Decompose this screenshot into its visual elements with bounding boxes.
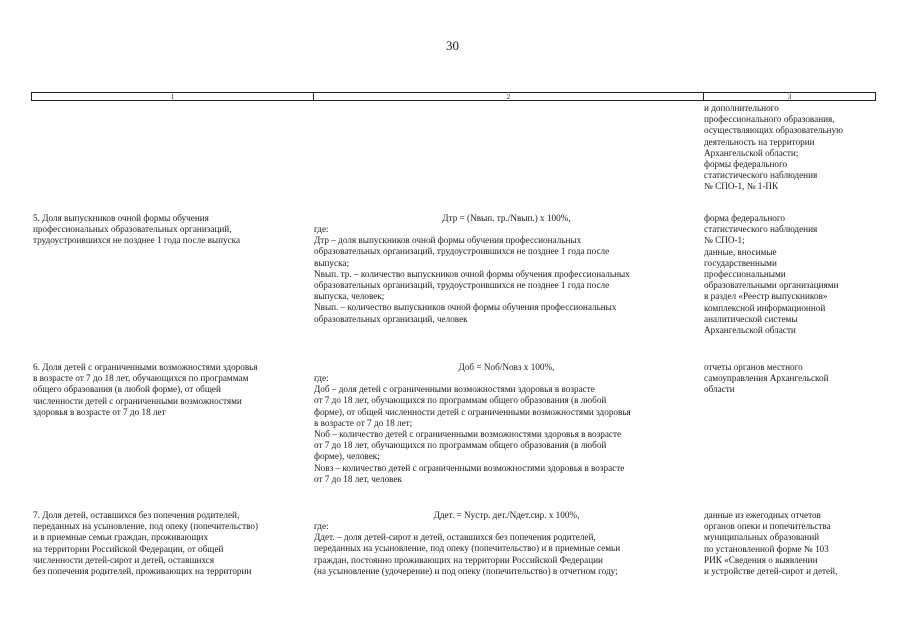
text-line: граждан, постоянно проживающих на территории Российской Федерации [314,554,603,565]
text-line: выпуска, человек; [314,291,385,302]
text-line: Nовз – количество детей с ограниченными возможностями здоровья в возрасте [314,462,625,473]
row-6-formula: Доб = Nоб/Nовз x 100%, [458,362,555,372]
text-line: в возрасте от 7 до 18 лет, обучающихся по программам [33,373,249,384]
text-line: профессиональных образовательных организаций, [33,224,232,235]
text-line: здоровья в возрасте от 7 до 18 лет [33,406,166,417]
text-line: по установленной форме № 103 [704,543,829,554]
text-line: общего образования (в любой форме), от общей [33,384,221,395]
row-5-source [704,213,839,336]
text-line: в раздел «Реестр выпускников» [704,291,828,302]
text-line: самоуправления Архангельской [704,373,829,384]
text-line: данные из ежегодных отчетов [704,510,821,520]
row-7-indicator [33,510,258,577]
text-line: осуществляющих образовательную [704,125,844,136]
text-line: органов опеки и попечительства [704,521,831,532]
column-header-2: 2 [314,93,704,100]
text-line: области [704,384,735,395]
text-line: аналитической системы [704,313,798,324]
text-line: переданных на усыновление, под опеку (попечительство) и в приемные семьи [314,543,621,554]
text-line: статистического наблюдения [704,170,818,181]
text-line: форме), от общей численности детей с ограниченными возможностями здоровья [314,406,631,417]
text-line: 5. Доля выпускников очной формы обучения [33,213,209,223]
text-line: образовательных организаций, трудоустроившихся не позднее 1 года после [314,280,610,291]
text-line: профессиональными [704,269,786,280]
text-line: Ддет. – доля детей-сирот и детей, оставшихся без попечения родителей, [314,532,596,543]
text-line: Архангельской области [704,325,796,336]
text-line: численности детей с ограниченными возможностями [33,395,242,406]
text-line: комплексной информационной [704,302,826,313]
row-5-indicator [33,213,240,247]
text-line: Nвып. – количество выпускников очной формы обучения профессиональных [314,302,617,313]
text-line: форма федерального [704,213,785,223]
text-line: Доб – доля детей с ограниченными возможностями здоровья в возрасте [314,384,595,395]
text-line: от 7 до 18 лет, обучающихся по программам общего образования (в любой [314,440,607,451]
text-line: Nвып. тр. – количество выпускников очной формы обучения профессиональных [314,268,630,279]
text-line: образовательными организациями [704,280,839,291]
text-line: от 7 до 18 лет, обучающихся по программам общего образования (в любой [314,395,607,406]
text-line: выпуска; [314,257,350,268]
column-header-3: 3 [787,93,792,101]
row-5-formula: Дтр = (Nвып. тр./Nвып.) x 100%, [442,213,571,223]
text-line: и устройстве детей-сирот и детей, [704,566,838,577]
text-line: численности детей-сирот и детей, оставшихся [33,554,215,565]
row-7-source [704,510,837,577]
text-line: статистического наблюдения [704,224,818,235]
text-line: образовательных организаций, трудоустроившихся не позднее 1 года после [314,246,610,257]
column-header-1: 1 [32,93,314,100]
row-6-indicator [33,362,258,418]
continuation-col3 [704,103,843,193]
text-line: (на усыновление (удочерение) и под опеку (попечительство) в отчетном году; [314,565,618,576]
text-line: где: [314,521,329,531]
text-line: государственными [704,257,777,268]
text-line: переданных на усыновление, под опеку (попечительство) [33,521,259,532]
text-line: муниципальных образований [704,532,820,543]
text-line: где: [314,373,329,383]
text-line: отчеты органов местного [704,362,803,372]
text-line: Архангельской области; [704,147,799,158]
text-line: формы федерального [704,159,788,170]
page-number: 30 [446,38,459,53]
row-6-source [704,362,829,396]
row-6-method [314,373,631,485]
text-line: данные, вносимые [704,246,777,257]
text-line: 7. Доля детей, оставшихся без попечения родителей, [33,510,240,520]
text-line: трудоустроившихся не позднее 1 года после выпуска [33,235,241,246]
text-line: № СПО-1; [704,235,745,246]
text-line: и в приемные семьи граждан, проживающих [33,532,209,543]
text-line: форме), человек; [314,451,380,462]
row-5-method [314,224,630,325]
text-line: и дополнительного [704,103,779,113]
text-line: № СПО-1, № 1-ПК [704,181,779,192]
text-line: от 7 до 18 лет, человек [314,473,403,484]
text-line: деятельность на территории [704,136,815,147]
row-7-formula: Ддет. = Nустр. дет./Nдет.сир. x 100%, [433,510,580,520]
text-line: Дтр – доля выпускников очной формы обучения профессиональных [314,235,582,246]
text-line: в возрасте от 7 до 18 лет; [314,417,413,428]
text-line: РИК «Сведения о выявлении [704,554,818,565]
text-line: профессионального образования, [704,114,835,125]
text-line: на территории Российской Федерации, от общей [33,543,224,554]
text-line: без попечения родителей, проживающих на территории [33,566,252,577]
text-line: 6. Доля детей с ограниченными возможностями здоровья [33,362,258,372]
text-line: Nоб – количество детей с ограниченными возможностями здоровья в возрасте [314,429,622,440]
text-line: образовательных организаций, человек [314,313,468,324]
row-7-method [314,521,620,577]
table-column-header [31,92,876,101]
text-line: где: [314,224,329,234]
